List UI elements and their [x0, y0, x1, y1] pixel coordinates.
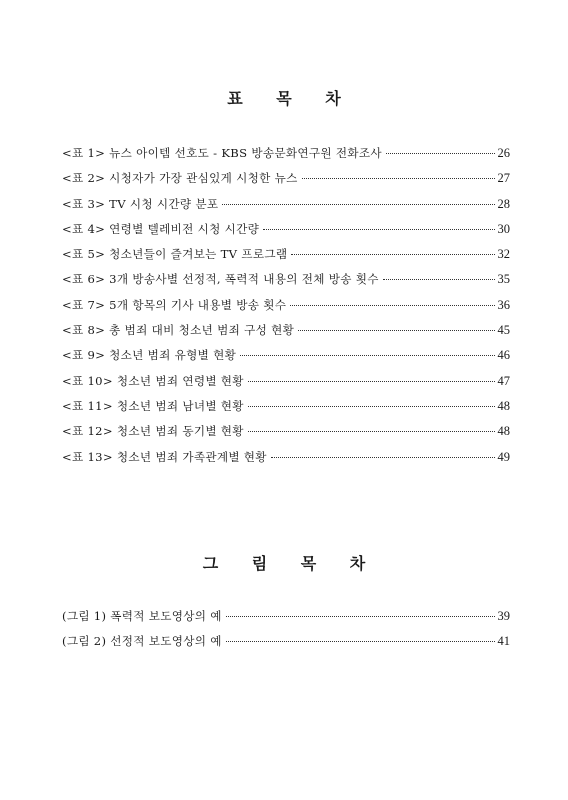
toc-entry-label: <표 10> 청소년 범죄 연령별 현황 — [62, 373, 244, 388]
toc-entry-page-number: 39 — [497, 609, 510, 623]
table-toc-entry[interactable] — [62, 246, 510, 271]
tables-toc-list — [62, 145, 510, 474]
toc-entry-label: <표 1> 뉴스 아이템 선호도 - KBS 방송문화연구원 전화조사 — [62, 146, 382, 160]
toc-entry-label: <표 13> 청소년 범죄 가족관계별 현황 — [62, 449, 267, 464]
toc-entry-label: <표 5> 청소년들이 즐겨보는 TV 프로그램 — [62, 247, 288, 262]
toc-entry-page-number: 48 — [497, 398, 510, 413]
toc-entry-page-number: 36 — [497, 297, 510, 312]
toc-entry-label: <표 2> 시청자가 가장 관심있게 시청한 뉴스 — [62, 171, 298, 186]
toc-entry-label: (그림 1) 폭력적 보도영상의 예 — [62, 609, 222, 623]
table-toc-entry[interactable] — [62, 271, 510, 296]
toc-entry-page-number: 32 — [497, 247, 510, 262]
toc-entry-page-number: 45 — [497, 323, 510, 338]
table-toc-entry[interactable] — [62, 423, 510, 448]
toc-entry-page-number: 48 — [497, 424, 510, 439]
toc-entry-page-number: 46 — [497, 348, 510, 363]
table-toc-entry[interactable] — [62, 221, 510, 246]
table-toc-entry[interactable] — [62, 347, 510, 372]
dot-leader — [248, 381, 495, 382]
dot-leader — [383, 279, 495, 280]
table-toc-entry[interactable] — [62, 170, 510, 195]
dot-leader — [248, 406, 495, 407]
tables-toc-title: 표 목 차 — [227, 89, 355, 108]
dot-leader — [271, 457, 495, 458]
toc-entry-page-number: 41 — [497, 634, 510, 649]
toc-entry-label: <표 9> 청소년 범죄 유형별 현황 — [62, 348, 237, 363]
toc-entry-label: <표 3> TV 시청 시간량 분포 — [62, 196, 219, 211]
table-toc-entry[interactable] — [62, 373, 510, 398]
dot-leader — [248, 431, 495, 432]
dot-leader — [386, 153, 495, 154]
dot-leader — [263, 229, 494, 230]
toc-entry-page-number: 28 — [497, 196, 510, 211]
toc-entry-label: <표 12> 청소년 범죄 동기별 현황 — [62, 424, 244, 439]
figures-toc-list — [62, 608, 510, 659]
toc-entry-page-number: 35 — [497, 272, 510, 287]
figure-toc-entry[interactable] — [62, 633, 510, 658]
toc-entry-label: <표 7> 5개 항목의 기사 내용별 방송 횟수 — [62, 297, 287, 312]
dot-leader — [290, 305, 494, 306]
toc-entry-page-number: 26 — [497, 146, 510, 160]
toc-entry-page-number: 27 — [497, 171, 510, 186]
toc-entry-label: <표 8> 총 범죄 대비 청소년 범죄 구성 현황 — [62, 323, 295, 338]
figures-toc-title: 그 림 목 차 — [202, 554, 380, 573]
dot-leader — [291, 254, 494, 255]
dot-leader — [226, 616, 495, 617]
table-toc-entry[interactable] — [62, 297, 510, 322]
table-toc-entry[interactable] — [62, 449, 510, 474]
toc-entry-page-number: 30 — [497, 221, 510, 236]
toc-entry-label: <표 11> 청소년 범죄 남녀별 현황 — [62, 398, 244, 413]
table-toc-entry[interactable] — [62, 398, 510, 423]
dot-leader — [302, 178, 495, 179]
figure-toc-entry[interactable] — [62, 608, 510, 633]
dot-leader — [222, 204, 494, 205]
table-toc-entry[interactable] — [62, 145, 510, 170]
toc-entry-label: <표 4> 연령별 텔레비전 시청 시간량 — [62, 221, 260, 236]
table-toc-entry[interactable] — [62, 196, 510, 221]
toc-entry-page-number: 47 — [497, 373, 510, 388]
dot-leader — [226, 641, 495, 642]
toc-entry-label: <표 6> 3개 방송사별 선정적, 폭력적 내용의 전체 방송 횟수 — [62, 272, 379, 287]
table-toc-entry[interactable] — [62, 322, 510, 347]
toc-entry-page-number: 49 — [497, 449, 510, 464]
dot-leader — [298, 330, 494, 331]
toc-entry-label: (그림 2) 선정적 보도영상의 예 — [62, 634, 222, 649]
dot-leader — [240, 355, 494, 356]
